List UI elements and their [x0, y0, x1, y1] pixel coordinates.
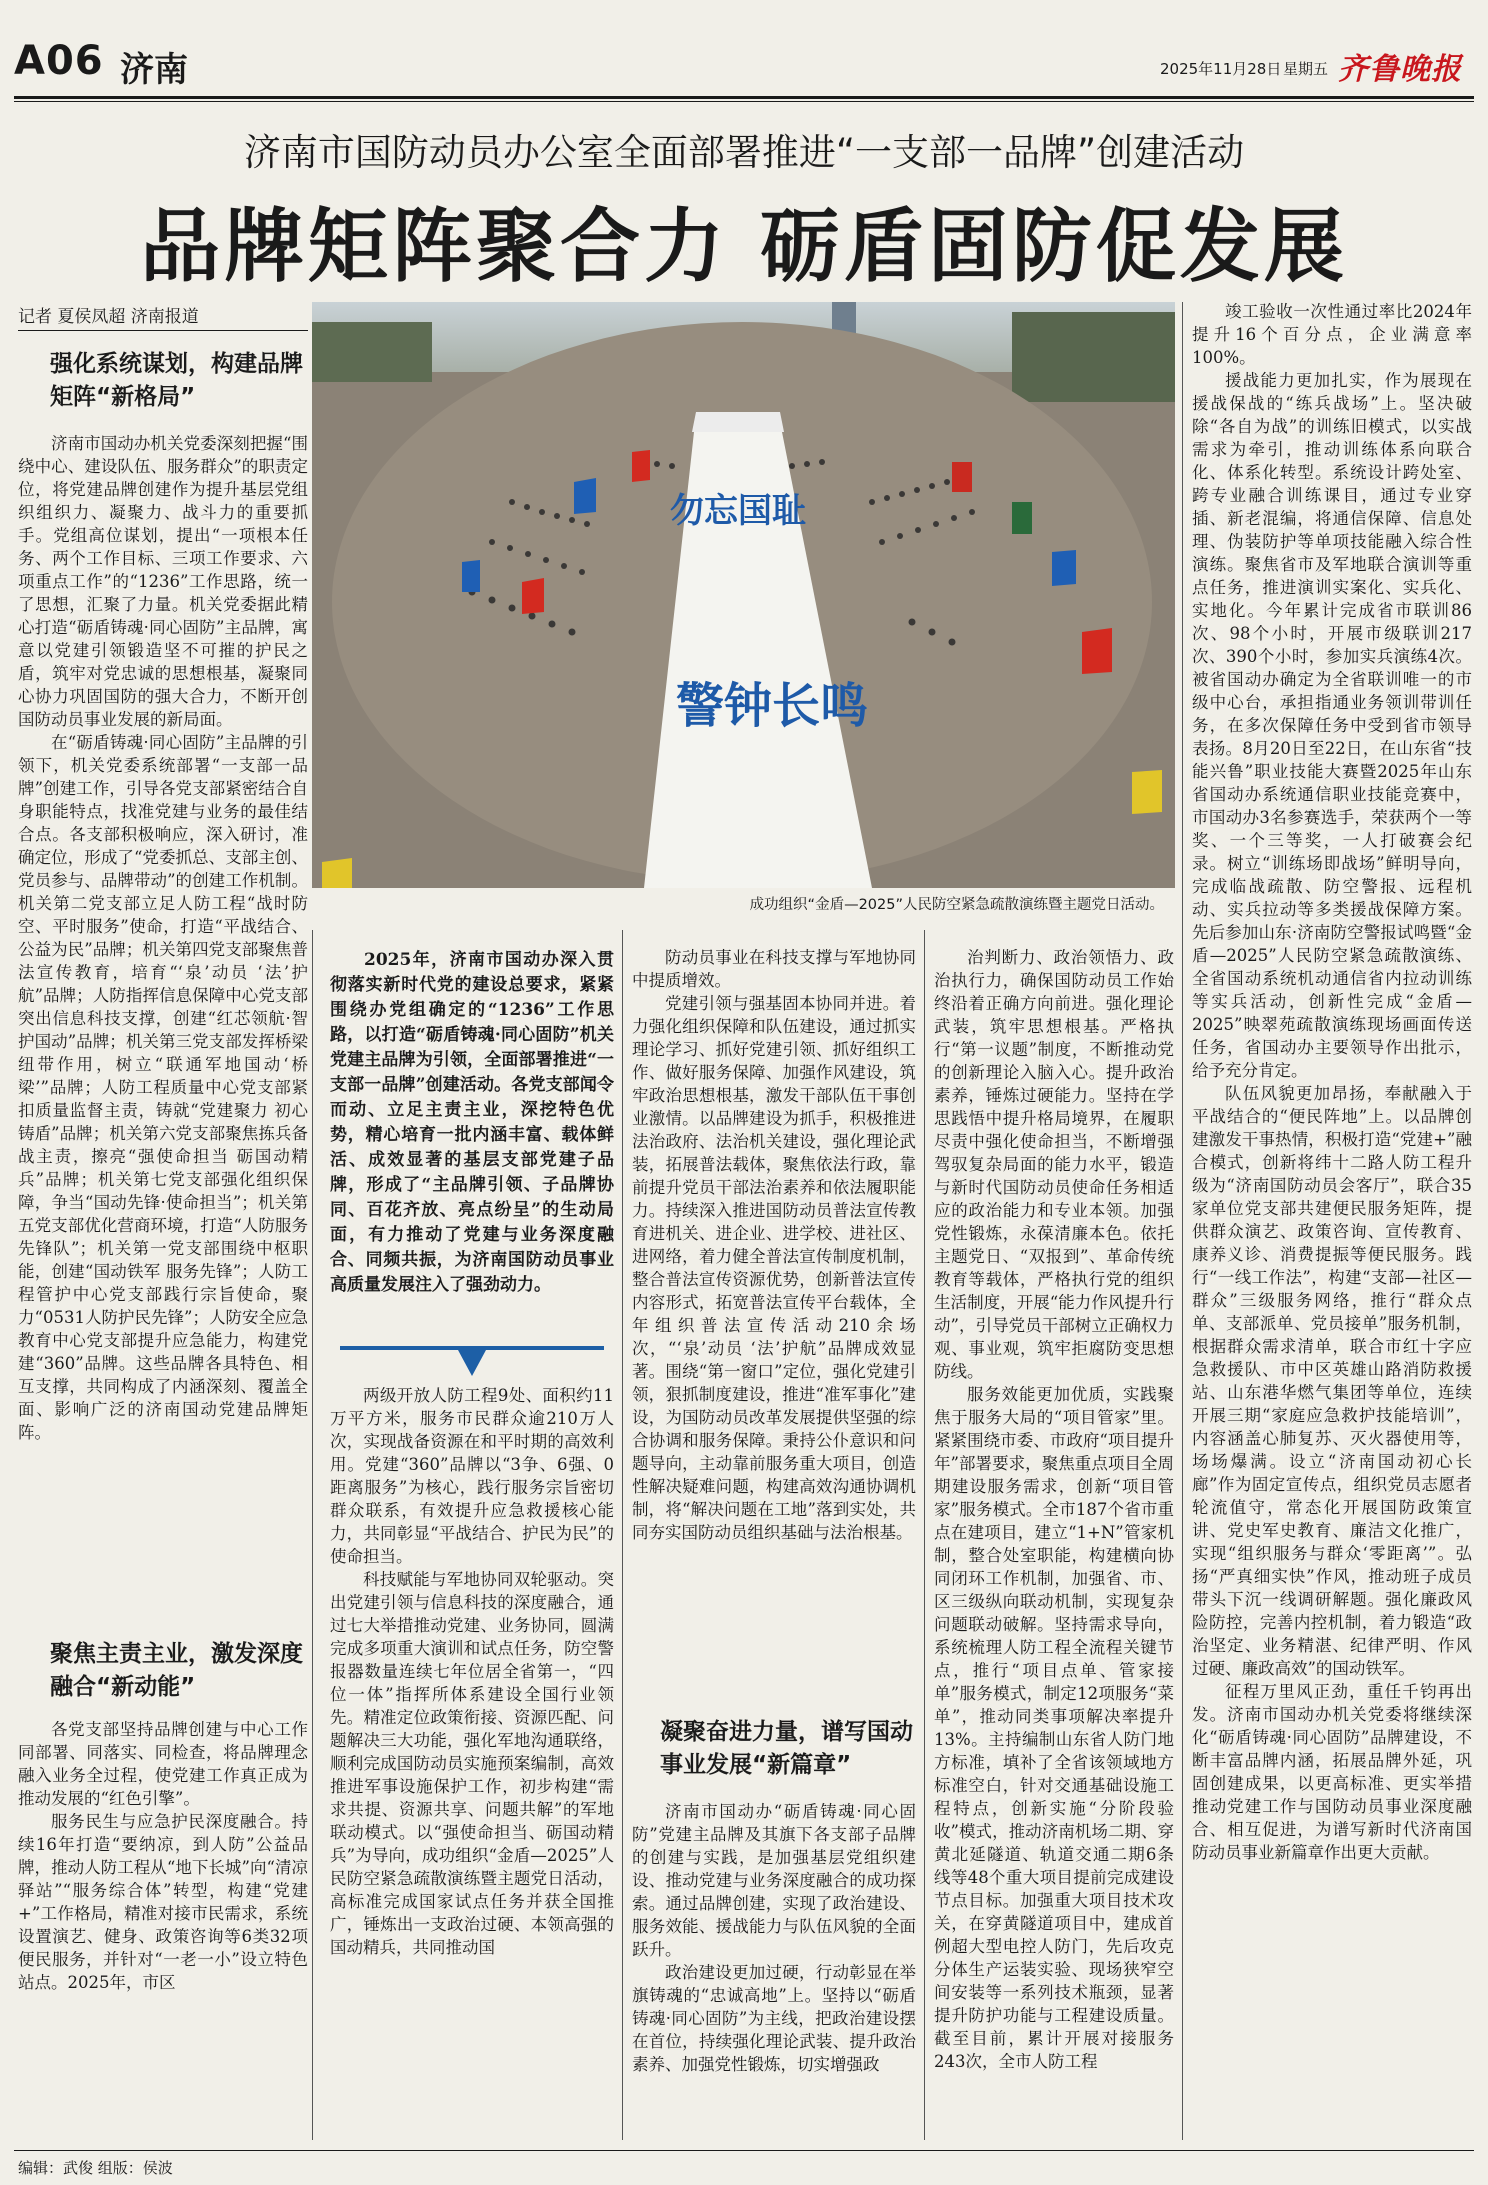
- body-column-3: [632, 946, 916, 1714]
- paragraph: 济南市国动办“砺盾铸魂·同心固防”党建主品牌及其旗下各支部子品牌的创建与实践，是加强基层党组织建设、推动党建与业务深度融合的成功探索。通过品牌创建，实现了政治建设、服务效能、援战能力与队伍风貌的全面跃升。: [632, 1802, 916, 1959]
- paragraph: 服务效能更加优质，实践聚焦于服务大局的“项目管家”里。紧紧围绕市委、市政府“项目提升年”部署要求，聚焦重点项目全周期建设服务需求，创新“项目管家”服务模式。全市187个省市重点在建项目，建立“1+N”管家机制，整合处室职能，构建横向协同闭环工作机制，加强省、市、区三级纵向联动机制，实现复杂问题联动破解。坚持需求导向，系统梳理人防工程全流程关键节点，推行“项目点单、管家接单”服务模式，制定12项服务“菜单”，推动同类事项解决率提升13%。主持编制山东省人防门地方标准，填补了全省该领域地方标准空白，针对交通基础设施工程特点，创新实施“分阶段验收”模式，推动济南机场二期、穿黄北延隧道、轨道交通二期6条线等48个重大项目提前完成建设节点目标。加强重大项目技术攻关，在穿黄隧道项目中，建成首例超大型电控人防门，先后攻克分体生产运装实验、现场狭窄空间安装等一系列技术瓶颈，显著提升防护功能与工程建设质量。截至目前，累计开展对接服务243次，全市人防工程: [934, 1385, 1174, 2071]
- paragraph: 各党支部坚持品牌创建与中心工作同部署、同落实、同检查，将品牌理念融入业务全过程，使党建工作真正成为推动发展的“红色引擎”。: [18, 1720, 308, 1808]
- photo-illustration: [312, 302, 1175, 888]
- paragraph: 党建引领与强基固本协同并进。着力强化组织保障和队伍建设，通过抓实理论学习、抓好党建引领、抓好组织工作、做好服务保障、加强作风建设，筑牢政治思想根基，激发干部队伍干事创业激情。以品牌建设为抓手，积极推进法治政府、法治机关建设，强化理论武装，拓展普法载体，聚焦依法行政，靠前提升党员干部法治素养和依法履职能力。持续深入推进国防动员普法宣传教育进机关、进企业、进学校、进社区、进网络，着力健全普法宣传制度机制，整合普法宣传资源优势，创新普法宣传内容形式，拓宽普法宣传平台载体，全年组织普法宣传活动210余场次，“‘泉’动员 ‘法’护航”品牌成效显著。围绕“第一窗口”定位，强化党建引领，狠抓制度建设，推进“准军事化”建设，为国防动员改革发展提供坚强的综合协调和服务保障。秉持公仆意识和问题导向，主动靠前服务重大项目，创造性解决疑难问题，构建高效沟通协调机制，将“解决问题在工地”落到实处，共同夯实国防动员组织基础与法治根基。: [632, 994, 916, 1542]
- paragraph: 征程万里风正劲，重任千钧再出发。济南市国动办机关党委将继续深化“砺盾铸魂·同心固防”品牌建设，不断丰富品牌内涵，拓展品牌外延，巩固创建成果，以更高标准、更实举措推动党建工作与国防动员事业深度融合、相互促进，为谱写新时代济南国防动员事业新篇章作出更大贡献。: [1192, 1682, 1472, 1862]
- lead-text: 2025年，济南市国动办深入贯彻落实新时代党的建设总要求，紧紧围绕办党组确定的“1236”工作思路，以打造“砺盾铸魂·同心固防”机关党建主品牌为引领，全面部署推进“一支部一品牌”创建活动。各党支部闻令而动、立足主责主业，深挖特色优势，精心培育一批内涵丰富、载体鲜活、成效显著的基层支部党建子品牌，形成了“主品牌引领、子品牌协同、百花齐放、亮点纷呈”的生动局面，有力推动了党建与业务深度融合、同频共振，为济南国防动员事业高质量发展注入了强劲动力。: [330, 950, 614, 1295]
- column-divider: [312, 930, 313, 2140]
- article-subheadline: 济南市国防动员办公室全面部署推进“一支部一品牌”创建活动: [243, 131, 1245, 174]
- byline-rule: [18, 330, 308, 331]
- issue-weekday: 星期五: [1283, 60, 1329, 78]
- paragraph: 济南市国动办机关党委深刻把握“围绕中心、建设队伍、服务群众”的职责定位，将党建品牌创建作为提升基层党组织组织力、凝聚力、战斗力的重要抓手。党组高位谋划，提出“一项根本任务、两个工作目标、三项工作要求、六项重点工作”的“1236”工作思路，统一了思想，汇聚了力量。机关党委据此精心打造“砺盾铸魂·同心固防”主品牌，寓意以党建引领锻造坚不可摧的护民之盾，筑牢对党忠诚的思想根基，凝聚同心协力巩固国防的强大合力，不断开创国防动员事业发展的新局面。: [18, 434, 308, 729]
- photo-caption: 成功组织“金盾—2025”人民防空紧急疏散演练暨主题党日活动。: [749, 897, 1164, 913]
- paragraph: 在“砺盾铸魂·同心固防”主品牌的引领下，机关党委系统部署“一支部一品牌”创建工作，引导各党支部紧密结合自身职能特点，找准党建与业务的最佳结合点。各支部积极响应，深入研讨，准确定位，形成了“党委抓总、支部主创、党员参与、品牌带动”的创建工作机制。机关第二党支部立足人防工程“战时防空、平时服务”使命，打造“平战结合、公益为民”品牌；机关第四党支部聚焦普法宣传教育，培育“‘泉’动员 ‘法’护航”品牌；人防指挥信息保障中心党支部突出信息科技支撑，创建“红芯领航·智护国动”品牌；机关第三党支部发挥桥梁纽带作用，树立“联通军地国动‘桥梁’”品牌；人防工程质量中心党支部紧扣质量监督主责，铸就“党建聚力 初心铸盾”品牌；机关第六党支部聚焦拣兵备战主责，擦亮“强使命担当 砺国动精兵”品牌；机关第七党支部强化组织保障，争当“国动先锋·使命担当”；机关第五党支部优化营商环境，打造“人防服务先锋队”；机关第一党支部围绕中枢职能，创建“国动铁军 服务先锋”；人防工程管护中心党支部践行宗旨使命，聚力“0531人防护民先锋”；人防安全应急教育中心党支部提升应急能力，构建党建“360”品牌。这些品牌各具特色、相互支撑，共同构成了内涵深刻、覆盖全面、影响广泛的济南国动党建品牌矩阵。: [18, 733, 308, 1442]
- body-column-1b: [18, 1718, 308, 2138]
- byline: 记者 夏侯凤超 济南报道: [18, 307, 199, 327]
- paragraph: 防动员事业在科技支撑与军地协同中提质增效。: [632, 948, 916, 990]
- footer-rule: [14, 2150, 1474, 2151]
- paragraph: 竣工验收一次性通过率比2024年提升16个百分点，企业满意率100%。: [1192, 302, 1472, 367]
- issue-date: 2025年11月28日: [1160, 60, 1282, 78]
- banner-text-line-2: 警钟长鸣: [675, 678, 869, 734]
- page-number: A06: [14, 38, 104, 84]
- editor-credit: 编辑：武俊 组版：侯波: [18, 2159, 173, 2177]
- paragraph: 服务民生与应急护民深度融合。持续16年打造“要纳凉，到人防”公益品牌，推动人防工程从“地下长城”向“清凉驿站”“服务综合体”转型，构建“党建+”工作格局，精准对接市民需求，系统设置演艺、健身、政策咨询等6类32项便民服务，并针对“一老一小”设立特色站点。2025年，市区: [18, 1812, 308, 1992]
- column-divider: [622, 930, 623, 2140]
- lead-paragraph: [330, 948, 614, 1336]
- newspaper-masthead: 齐鲁晚报: [1338, 52, 1462, 87]
- header-rule-thin: [14, 101, 1474, 102]
- column-divider: [1182, 302, 1183, 2140]
- article-headline: 品牌矩阵聚合力 砺盾固防促发展: [140, 199, 1348, 293]
- section-heading-2: 聚焦主责主业，激发深度融合“新动能”: [50, 1641, 303, 1700]
- column-divider: [924, 930, 925, 2140]
- body-column-1: [18, 432, 308, 1630]
- callout-bracket: [330, 1340, 614, 1380]
- body-column-4: [934, 946, 1174, 2140]
- section-name: 济南: [120, 50, 188, 90]
- body-column-5: [1192, 300, 1472, 2142]
- paragraph: 政治建设更加过硬，行动彰显在举旗铸魂的“忠诚高地”上。坚持以“砺盾铸魂·同心固防”为主线，把政治建设摆在首位，持续强化理论武装、提升政治素养、加强党性锻炼，切实增强政: [632, 1963, 916, 2074]
- paragraph: 队伍风貌更加昂扬，奉献融入于平战结合的“便民阵地”上。以品牌创建激发干事热情，积极打造“党建+”融合模式，创新将纬十二路人防工程升级为“济南国防动员会客厅”，联合35家单位党支部共建便民服务矩阵，提供群众演艺、政策咨询、宣传教育、康养义诊、消费提振等便民服务。践行“一线工作法”，构建“支部—社区—群众”三级服务网络，推行“群众点单、支部派单、党员接单”服务机制，根据群众需求清单，联合市红十字应急救援队、市中区英雄山路消防救援站、山东港华燃气集团等单位，连续开展三期“家庭应急救护技能培训”，内容涵盖心肺复苏、灭火器使用等，场场爆满。设立“济南国动初心长廊”作为固定宣传点，组织党员志愿者轮流值守，常态化开展国防政策宣讲、党史军史教育、廉洁文化推广，实现“组织服务与群众‘零距离’”。弘扬“严真细实快”作风，推动班子成员带头下沉一线调研解题。强化廉政风险防控，完善内控机制，着力锻造“政治坚定、业务精湛、纪律严明、作风过硬、廉政高效”的国动铁军。: [1192, 1084, 1472, 1678]
- paragraph: 援战能力更加扎实，作为展现在援战保战的“练兵战场”上。坚决破除“各自为战”的训练旧模式，以实战需求为牵引，推动训练体系向联合化、体系化转型。系统设计跨处室、跨专业融合训练课目，通过专业穿插、新老混编，将通信保障、信息处理、伪装防护等单项技能融入综合性演练。聚焦省市及军地联合演训等重点任务，推进演训实案化、实兵化、实地化。今年累计完成省市联训86次、98个小时，开展市级联训217次、390个小时，参加实兵演练4次。被省国动办确定为全省联训唯一的市级中心台，承担指通业务领训带训任务，在多次保障任务中受到省市领导表扬。8月20日至22日，在山东省“技能兴鲁”职业技能大赛暨2025年山东省国动办系统通信职业技能竞赛中，市国动办3名参赛选手，荣获两个一等奖、一个三等奖，一人打破赛会纪录。树立“训练场即战场”鲜明导向，完成临战疏散、防空警报、远程机动、实兵拉动等多类援战保障方案。先后参加山东·济南防空警报试鸣暨“金盾—2025”人民防空紧急疏散演练、全省国动系统机动通信省内拉动训练等实兵活动，创新性完成“金盾—2025”映翠苑疏散演练现场画面传送任务，省国动办主要领导作出批示，给予充分肯定。: [1192, 371, 1472, 1080]
- paragraph: 两级开放人防工程9处、面积约11万平方米，服务市民群众逾210万人次，实现战备资源在和平时期的高效利用。党建“360”品牌以“3争、6强、0距离服务”为核心，践行服务宗旨密切群众联系，有效提升应急救援核心能力，共同彰显“平战结合、护民为民”的使命担当。: [330, 1386, 614, 1566]
- banner-text-line-1: 勿忘国耻: [670, 491, 806, 531]
- paragraph: 治判断力、政治领悟力、政治执行力，确保国防动员工作始终沿着正确方向前进。强化理论武装，筑牢思想根基。严格执行“第一议题”制度，不断推动党的创新理论入脑入心。提升政治素养，锤炼过硬能力。坚持在学思践悟中提升格局境界，在履职尽责中强化使命担当，不断增强驾驭复杂局面的能力水平，锻造与新时代国防动员使命任务相适应的政治能力和专业本领。加强党性锻炼，永葆清廉本色。依托主题党日、“双报到”、革命传统教育等载体，严格执行党的组织生活制度，开展“能力作风提升行动”，引导党员干部树立正确权力观、事业观，筑牢拒腐防变思想防线。: [934, 948, 1174, 1381]
- section-heading-1: 强化系统谋划，构建品牌矩阵“新格局”: [50, 351, 303, 410]
- paragraph: 科技赋能与军地协同双轮驱动。突出党建引领与信息科技的深度融合，通过七大举措推动党建、业务协同，圆满完成多项重大演训和试点任务，防空警报器数量连续七年位居全省第一，“四位一体”指挥所体系建设全国行业领先。精准定位政策衔接、资源匹配、问题解决三大功能，强化军地沟通联络，顺利完成国防动员实施预案编制，高效推进军事设施保护工作，初步构建“需求共提、资源共享、问题共解”的军地联动模式。以“强使命担当、砺国动精兵”为导向，成功组织“金盾—2025”人民防空紧急疏散演练暨主题党日活动，高标准完成国家试点任务并获全国推广，锤炼出一支政治过硬、本领高强的国动精兵，共同推动国: [330, 1570, 614, 1957]
- section-heading-3: 凝聚奋进力量，谱写国动事业发展“新篇章”: [660, 1719, 913, 1778]
- news-photo: [312, 302, 1175, 888]
- header-rule: [14, 96, 1474, 99]
- body-column-2: [330, 1384, 614, 2144]
- body-column-3b: [632, 1800, 916, 2140]
